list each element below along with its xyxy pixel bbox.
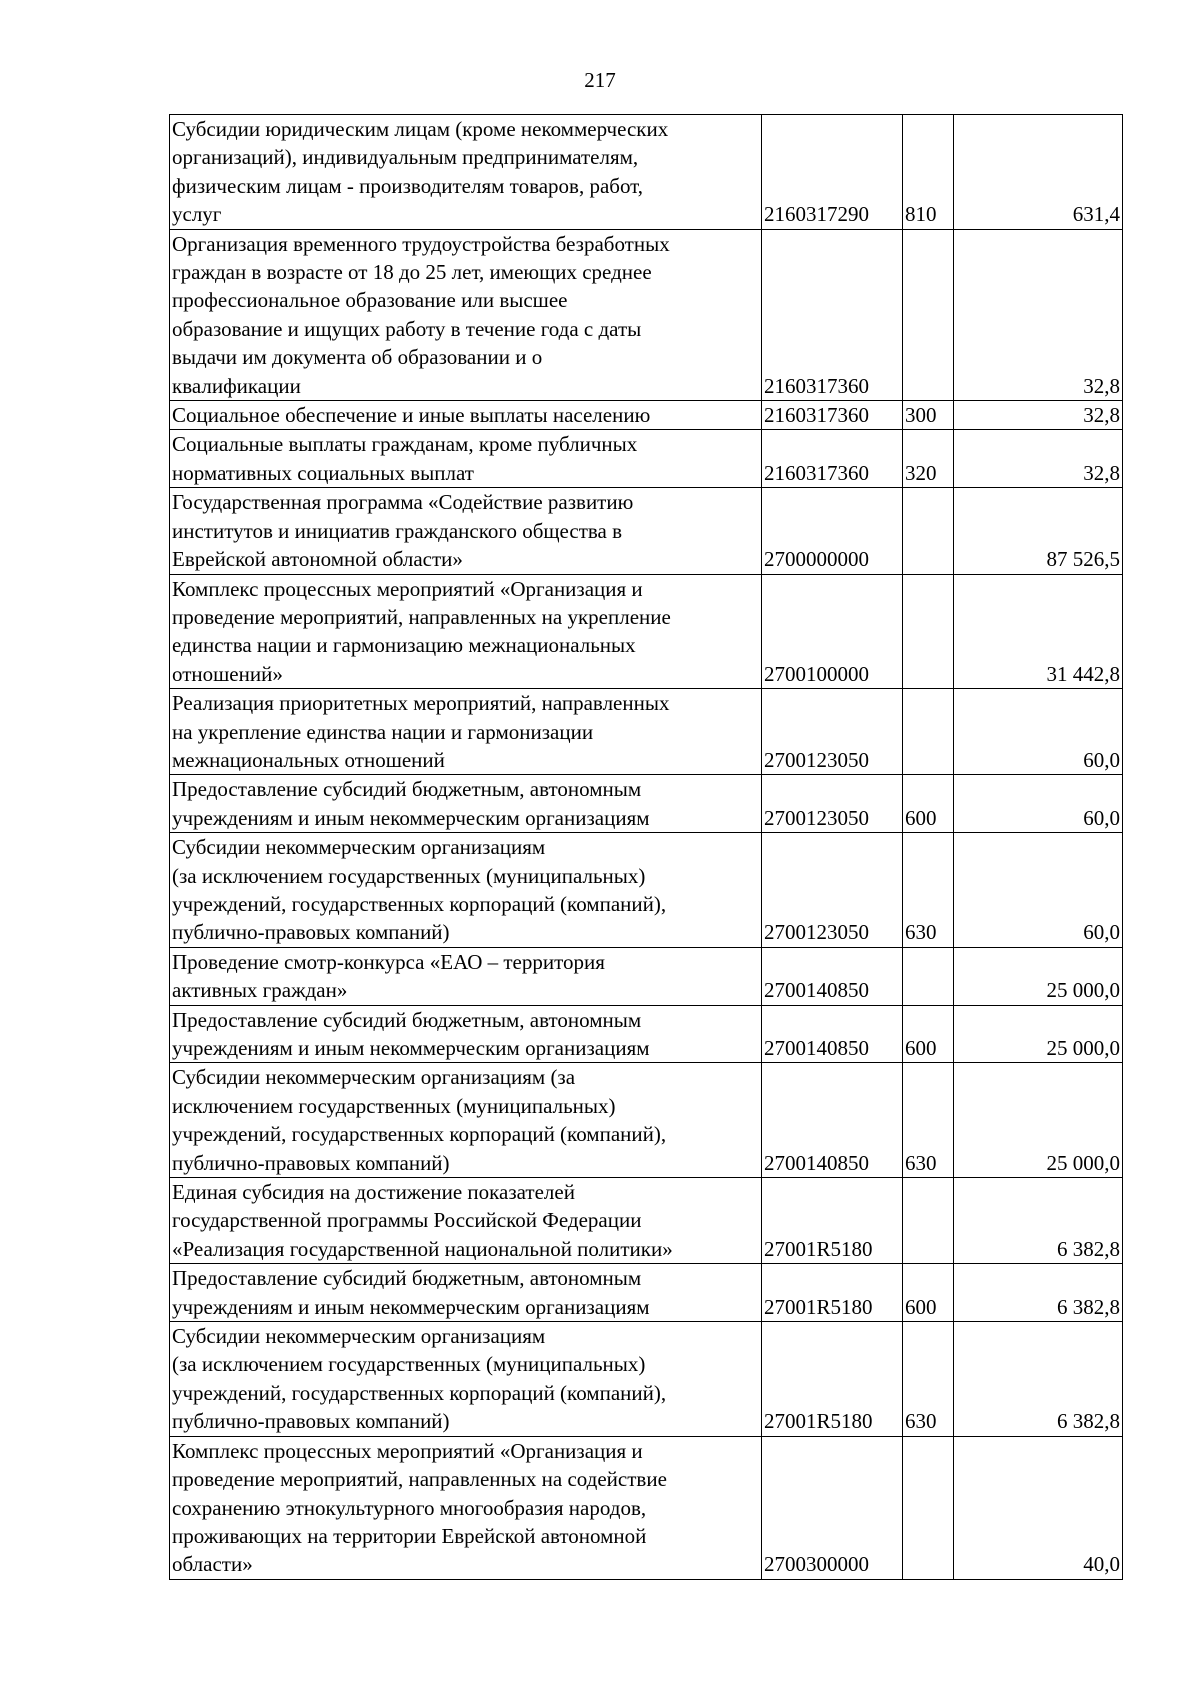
description-line: Единая субсидия на достижение показателей	[172, 1180, 575, 1205]
description-line: учреждениям и иным некоммерческим организациям	[172, 805, 650, 830]
budget-table	[169, 114, 1123, 1580]
row-description	[170, 947, 762, 1005]
table-row	[170, 1322, 1123, 1437]
table-row	[170, 1178, 1123, 1264]
target-article-code: 27001R5180	[762, 1264, 903, 1322]
row-description	[170, 1436, 762, 1579]
description-line: учреждений, государственных корпораций (компаний),	[172, 1122, 667, 1147]
description-line: проведение мероприятий, направленных на содействие	[172, 1467, 667, 1492]
description-line: Предоставление субсидий бюджетным, автономным	[172, 1007, 642, 1032]
row-description	[170, 1178, 762, 1264]
description-line: Предоставление субсидий бюджетным, автономным	[172, 777, 642, 802]
amount: 40,0	[954, 1436, 1123, 1579]
row-description	[170, 115, 762, 230]
amount: 32,8	[954, 401, 1123, 430]
amount: 60,0	[954, 775, 1123, 833]
expense-type-code: 600	[903, 1264, 954, 1322]
description-line: Субсидии юридическим лицам (кроме некоммерческих	[172, 117, 669, 141]
description-line: Комплекс процессных мероприятий «Организация и	[172, 1438, 643, 1463]
row-description	[170, 574, 762, 689]
description-line: Предоставление субсидий бюджетным, автономным	[172, 1266, 642, 1291]
description-line: проведение мероприятий, направленных на укрепление	[172, 604, 671, 629]
target-article-code: 2700000000	[762, 488, 903, 574]
description-line: учреждениям и иным некоммерческим организациям	[172, 1036, 650, 1060]
description-line: институтов и инициатив гражданского общества в	[172, 518, 623, 543]
row-description	[170, 1063, 762, 1178]
target-article-code: 27001R5180	[762, 1178, 903, 1264]
expense-type-code	[903, 689, 954, 775]
amount: 32,8	[954, 430, 1123, 488]
target-article-code: 2700123050	[762, 689, 903, 775]
amount: 25 000,0	[954, 947, 1123, 1005]
description-line: единства нации и гармонизацию межнациональных	[172, 633, 636, 658]
description-line: физическим лицам - производителям товаров, работ,	[172, 173, 644, 198]
expense-type-code	[903, 229, 954, 400]
table-row	[170, 115, 1123, 230]
target-article-code: 2700123050	[762, 833, 903, 948]
description-line: на укрепление единства нации и гармонизации	[172, 719, 594, 744]
expense-type-code: 600	[903, 775, 954, 833]
description-line: организаций), индивидуальным предпринимателям,	[172, 145, 639, 170]
expense-type-code: 630	[903, 1322, 954, 1437]
amount: 60,0	[954, 689, 1123, 775]
table-row	[170, 401, 1123, 430]
target-article-code: 2700100000	[762, 574, 903, 689]
target-article-code: 2700300000	[762, 1436, 903, 1579]
row-description	[170, 1264, 762, 1322]
amount: 6 382,8	[954, 1264, 1123, 1322]
row-description	[170, 401, 762, 430]
description-line: области»	[172, 1552, 253, 1577]
expense-type-code: 320	[903, 430, 954, 488]
expense-type-code: 630	[903, 1063, 954, 1178]
description-line: выдачи им документа об образовании и о	[172, 345, 543, 370]
expense-type-code	[903, 1436, 954, 1579]
amount: 87 526,5	[954, 488, 1123, 574]
expense-type-code	[903, 488, 954, 574]
description-line: нормативных социальных выплат	[172, 460, 474, 485]
table-row	[170, 430, 1123, 488]
target-article-code: 2700140850	[762, 1005, 903, 1063]
expense-type-code: 810	[903, 115, 954, 230]
target-article-code: 2160317360	[762, 430, 903, 488]
description-line: (за исключением государственных (муниципальных)	[172, 1352, 646, 1377]
description-line: Социальные выплаты гражданам, кроме публичных	[172, 432, 638, 457]
table-row	[170, 1063, 1123, 1178]
description-line: активных граждан»	[172, 978, 348, 1003]
description-line: учреждений, государственных корпораций (компаний),	[172, 891, 667, 916]
target-article-code: 2160317290	[762, 115, 903, 230]
description-line: (за исключением государственных (муниципальных)	[172, 863, 646, 888]
description-line: услуг	[172, 202, 222, 227]
table-row	[170, 947, 1123, 1005]
description-line: сохранению этнокультурного многообразия народов,	[172, 1495, 647, 1520]
amount: 6 382,8	[954, 1178, 1123, 1264]
expense-type-code: 300	[903, 401, 954, 430]
amount: 631,4	[954, 115, 1123, 230]
description-line: государственной программы Российской Федерации	[172, 1208, 642, 1233]
target-article-code: 27001R5180	[762, 1322, 903, 1437]
expense-type-code: 630	[903, 833, 954, 948]
expense-type-code: 600	[903, 1005, 954, 1063]
description-line: Проведение смотр-конкурса «ЕАО – территория	[172, 949, 605, 974]
page-number: 217	[584, 68, 616, 92]
row-description	[170, 1005, 762, 1063]
description-line: Еврейской автономной области»	[172, 547, 463, 572]
amount: 25 000,0	[954, 1063, 1123, 1178]
row-description	[170, 833, 762, 948]
target-article-code: 2160317360	[762, 401, 903, 430]
description-line: граждан в возрасте от 18 до 25 лет, имеющих среднее	[172, 260, 652, 285]
table-row	[170, 229, 1123, 400]
description-line: публично-правовых компаний)	[172, 1150, 450, 1175]
description-line: отношений»	[172, 661, 283, 686]
target-article-code: 2700123050	[762, 775, 903, 833]
description-line: Комплекс процессных мероприятий «Организация и	[172, 576, 643, 601]
target-article-code: 2160317360	[762, 229, 903, 400]
description-line: Организация временного трудоустройства безработных	[172, 231, 670, 256]
table-row	[170, 488, 1123, 574]
amount: 25 000,0	[954, 1005, 1123, 1063]
description-line: квалификации	[172, 373, 301, 398]
row-description	[170, 488, 762, 574]
description-line: Государственная программа «Содействие развитию	[172, 490, 634, 515]
description-line: публично-правовых компаний)	[172, 920, 450, 945]
table-row	[170, 1264, 1123, 1322]
table-row	[170, 775, 1123, 833]
description-line: профессиональное образование или высшее	[172, 288, 568, 313]
description-line: «Реализация государственной национальной политики»	[172, 1236, 673, 1261]
description-line: межнациональных отношений	[172, 747, 445, 772]
row-description	[170, 775, 762, 833]
description-line: Социальное обеспечение и иные выплаты населению	[172, 403, 651, 428]
target-article-code: 2700140850	[762, 947, 903, 1005]
row-description	[170, 229, 762, 400]
description-line: Субсидии некоммерческим организациям (за	[172, 1065, 576, 1090]
row-description	[170, 689, 762, 775]
budget-table-body	[170, 115, 1123, 1580]
expense-type-code	[903, 947, 954, 1005]
description-line: проживающих на территории Еврейской автономной	[172, 1523, 647, 1548]
description-line: Субсидии некоммерческим организациям	[172, 835, 546, 860]
amount: 32,8	[954, 229, 1123, 400]
row-description	[170, 1322, 762, 1437]
description-line: образование и ищущих работу в течение года с даты	[172, 316, 642, 341]
table-row	[170, 689, 1123, 775]
target-article-code: 2700140850	[762, 1063, 903, 1178]
amount: 60,0	[954, 833, 1123, 948]
description-line: Реализация приоритетных мероприятий, направленных	[172, 691, 670, 716]
table-row	[170, 1005, 1123, 1063]
expense-type-code	[903, 574, 954, 689]
table-row	[170, 1436, 1123, 1579]
description-line: исключением государственных (муниципальных)	[172, 1093, 616, 1118]
table-row	[170, 574, 1123, 689]
amount: 6 382,8	[954, 1322, 1123, 1437]
description-line: учреждений, государственных корпораций (компаний),	[172, 1380, 667, 1405]
table-row	[170, 833, 1123, 948]
description-line: публично-правовых компаний)	[172, 1409, 450, 1434]
description-line: учреждениям и иным некоммерческим организациям	[172, 1294, 650, 1319]
description-line: Субсидии некоммерческим организациям	[172, 1324, 546, 1349]
row-description	[170, 430, 762, 488]
expense-type-code	[903, 1178, 954, 1264]
amount: 31 442,8	[954, 574, 1123, 689]
